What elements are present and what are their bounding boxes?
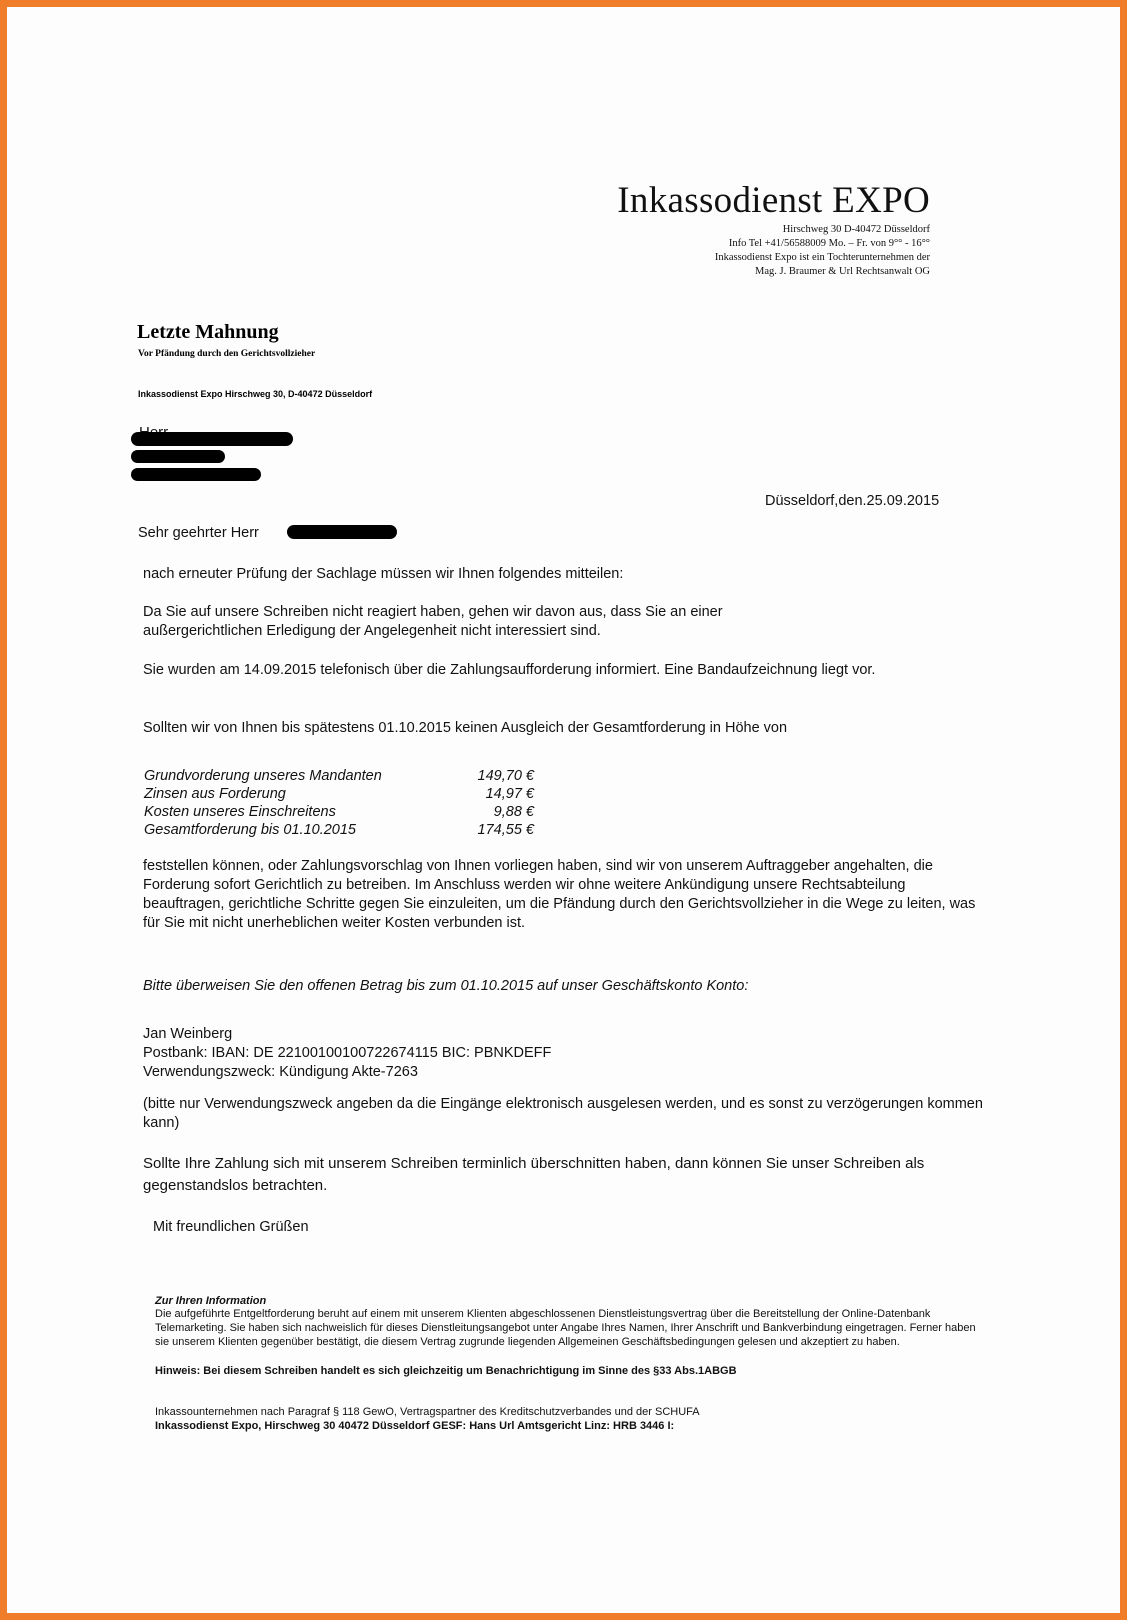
redaction-bar-city: [131, 468, 261, 481]
cost-label: Kosten unseres Einschreitens: [144, 804, 336, 820]
redaction-bar-name: [131, 432, 293, 446]
footer-legal-line: Inkassounternehmen nach Paragraf § 118 GewO, Vertragspartner des Kreditschutzverbandes und der SCHUFA: [155, 1406, 700, 1418]
cost-row: [144, 785, 534, 803]
redaction-bar-street: [131, 450, 225, 463]
paragraph-5: Bitte überweisen Sie den offenen Betrag bis zum 01.10.2015 auf unser Geschäftskonto Konto:: [143, 978, 749, 994]
letter-date: Düsseldorf,den.25.09.2015: [765, 493, 940, 509]
bank-account-holder: Jan Weinberg: [143, 1026, 233, 1042]
sender-line: Inkassodienst Expo Hirschweg 30, D-40472 Düsseldorf: [138, 389, 373, 399]
greeting: Sehr geehrter Herr: [138, 525, 259, 541]
closing: Mit freundlichen Grüßen: [153, 1219, 309, 1235]
company-name: Inkassodienst EXPO: [617, 180, 930, 221]
paragraph-1: Da Sie auf unsere Schreiben nicht reagiert haben, gehen wir davon aus, dass Sie an einer außergerichtlichen Erledigung der Angelegenheit nicht interessiert sind.: [143, 604, 723, 639]
paragraph-6: (bitte nur Verwendungszweck angeben da die Eingänge elektronisch ausgelesen werden, und es sonst zu verzögerungen kommen kann): [143, 1096, 983, 1131]
paragraph-3: Sollten wir von Ihnen bis spätestens 01.10.2015 keinen Ausgleich der Gesamtforderung in Höhe von: [143, 720, 788, 736]
letter-subtitle: Vor Pfändung durch den Gerichtsvollzieher: [138, 349, 316, 359]
paragraph-intro: nach erneuter Prüfung der Sachlage müssen wir Ihnen folgendes mitteilen:: [143, 566, 624, 582]
cost-value: 149,70 €: [477, 768, 534, 784]
company-phone: Info Tel +41/56588009 Mo. – Fr. von 9°° - 16°°: [728, 238, 930, 249]
letter-title: Letzte Mahnung: [137, 321, 279, 343]
footer-company-line: Inkassodienst Expo, Hirschweg 30 40472 Düsseldorf GESF: Hans Url Amtsgericht Linz: HRB 3446 I:: [155, 1420, 675, 1432]
bank-purpose: Verwendungszweck: Kündigung Akte-7263: [143, 1064, 418, 1080]
cost-label: Grundvorderung unseres Mandanten: [144, 768, 382, 784]
company-address: Hirschweg 30 D-40472 Düsseldorf: [782, 224, 930, 235]
footer-text: Die aufgeführte Entgeltforderung beruht auf einem mit unserem Klienten abgeschlossenen Dienstleistungsvertrag über die Bereitstellung der Online-Datenbank Telemarketing. Sie haben sich nachweislich für dieses Dienstleitungsangebot unter Angabe Ihres Namen, Ihrer Anschrift und Bankverbindung eingetragen. Ferner haben sie unserem Klienten gegenüber bestätigt, die diesem Vertrag zugrunde liegenden Allgemeinen Geschäftsbedingungen gelesen und akzeptiert zu haben.: [155, 1308, 976, 1348]
company-affiliation: Inkassodienst Expo ist ein Tochterunternehmen der: [714, 252, 930, 263]
paragraph-2: Sie wurden am 14.09.2015 telefonisch über die Zahlungsaufforderung informiert. Eine Bandaufzeichnung liegt vor.: [143, 662, 876, 678]
cost-value: 174,55 €: [477, 822, 534, 838]
cost-label: Zinsen aus Forderung: [144, 786, 286, 802]
footer-note: Hinweis: Bei diesem Schreiben handelt es sich gleichzeitig um Benachrichtigung im Sinne des §33 Abs.1ABGB: [155, 1365, 737, 1377]
bank-details: [143, 1025, 643, 1082]
paragraph-7: Sollte Ihre Zahlung sich mit unserem Schreiben terminlich überschnitten haben, dann können Sie unser Schreiben als gegenstandslos betrachten.: [143, 1155, 925, 1194]
paragraph-4: feststellen können, oder Zahlungsvorschlag von Ihnen vorliegen haben, sind wir von unserem Auftraggeber angehalten, die Forderung sofort Gerichtlich zu betreiben. Im Anschluss werden wir ohne weitere Ankündigung unsere Rechtsabteilung beauftragen, gerichtliche Schritte gegen Sie einzuleiten, um die Pfändung durch den Gerichtsvollzieher in die Wege zu leiten, was für Sie mit nicht unerheblichen weiter Kosten verbunden ist.: [143, 858, 976, 931]
cost-row: [144, 821, 534, 839]
cost-label: Gesamtforderung bis 01.10.2015: [144, 822, 356, 838]
company-affiliation-2: Mag. J. Braumer & Url Rechtsanwalt OG: [755, 266, 930, 277]
redaction-bar-greeting: [287, 525, 397, 539]
cost-row: [144, 803, 534, 821]
cost-table: [144, 767, 534, 839]
bank-iban: Postbank: IBAN: DE 22100100100722674115 BIC: PBNKDEFF: [143, 1045, 552, 1061]
company-info: [715, 223, 930, 279]
cost-row: [144, 767, 534, 785]
cost-value: 9,88 €: [493, 804, 534, 820]
cost-value: 14,97 €: [485, 786, 534, 802]
footer-heading: Zur Ihren Information: [155, 1295, 267, 1307]
